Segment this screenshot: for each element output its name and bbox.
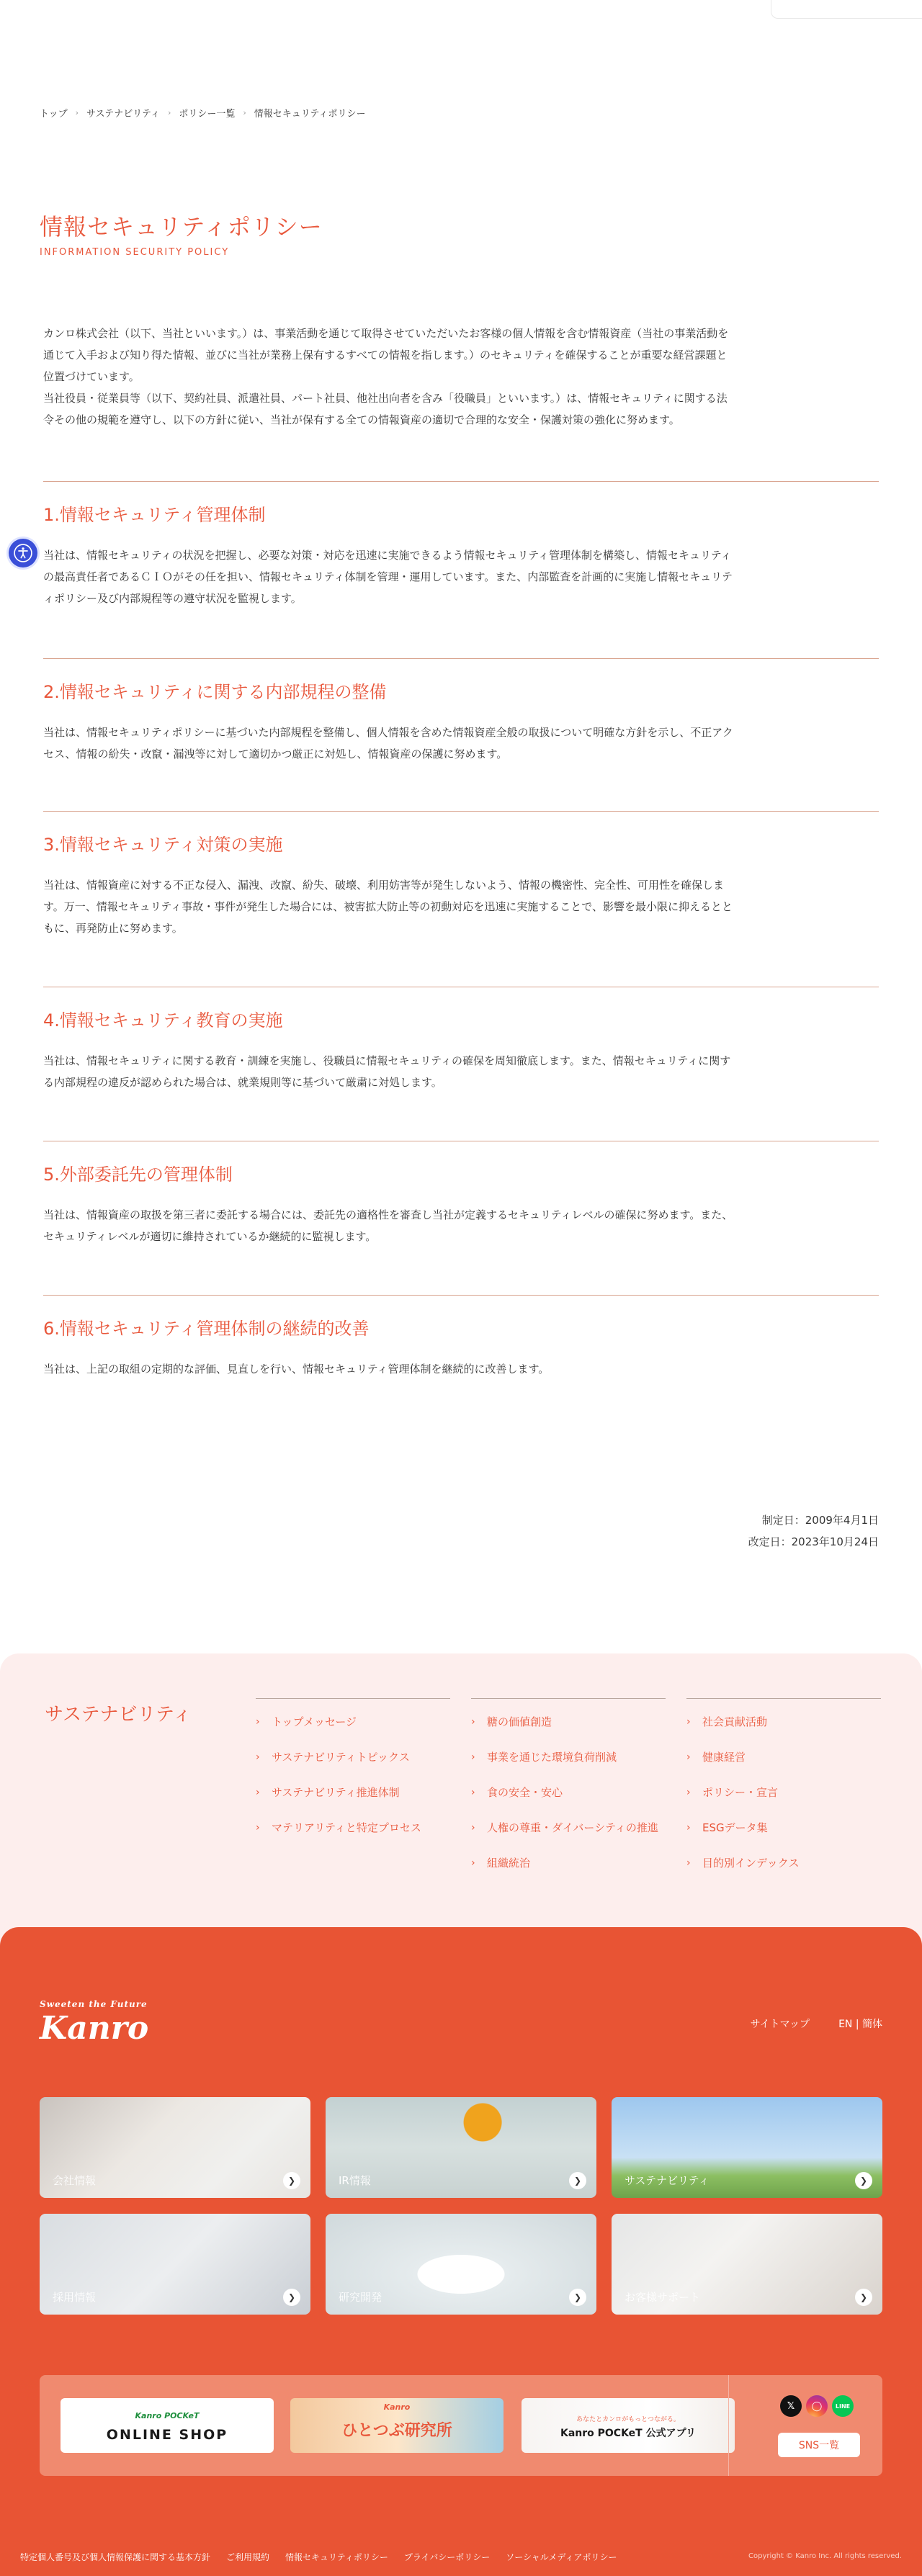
chevron-right-icon: ❯ — [569, 2172, 586, 2189]
nav-item-label: 事業を通じた環境負荷削減 — [487, 1751, 617, 1764]
chevron-right-icon: ❯ — [855, 2172, 872, 2189]
nav-item-label: トップメッセージ — [272, 1715, 357, 1728]
chevron-right-icon: › — [243, 108, 246, 117]
card-sustainability[interactable] — [612, 2097, 882, 2198]
banner-area — [40, 2375, 882, 2476]
section-divider — [43, 811, 879, 812]
chevron-right-icon: › — [471, 1716, 475, 1728]
section-body: 当社は、情報セキュリティの状況を把握し、必要な対策・対応を迅速に実施できるよう情報セキュリティ管理体制を構築し、情報セキュリティの最高責任者であるＣＩＯがその任を担い、情報セキュリティ体制を管理・運用しています。また、内部監査を計画的に実施し情報セキュリティポリシー及び内部規程等の遵守状況を監視します。 — [43, 549, 733, 605]
card-label: 研究開発 — [339, 2291, 382, 2304]
intro — [43, 323, 879, 431]
page-subtitle: INFORMATION SECURITY POLICY — [40, 247, 230, 258]
chevron-right-icon: ❯ — [283, 2289, 300, 2306]
card-ir[interactable] — [326, 2097, 596, 2198]
kanro-logo[interactable] — [40, 1999, 148, 2045]
chevron-right-icon: › — [256, 1751, 260, 1763]
section-5 — [43, 1141, 879, 1247]
section-title: 5.外部委託先の管理体制 — [43, 1164, 233, 1185]
footer-link-security-policy[interactable]: 情報セキュリティポリシー — [285, 2552, 388, 2562]
section-divider — [43, 658, 879, 659]
sustainability-nav-item[interactable] — [686, 1854, 881, 1872]
policy-content — [43, 323, 879, 1380]
sustainability-nav-item[interactable] — [471, 1749, 666, 1766]
nav-item-label: 糖の価値創造 — [487, 1715, 552, 1728]
chevron-right-icon: › — [686, 1787, 691, 1798]
chevron-right-icon: › — [471, 1787, 475, 1798]
footer-cards — [40, 2097, 882, 2315]
card-label: 採用情報 — [53, 2291, 97, 2304]
chevron-right-icon: › — [167, 108, 171, 117]
policy-dates — [748, 1509, 879, 1553]
chevron-right-icon: ❯ — [569, 2289, 586, 2306]
section-1 — [43, 481, 879, 609]
chevron-right-icon: ❯ — [855, 2289, 872, 2306]
section-body: 当社は、情報資産の取扱を第三者に委託する場合には、委託先の適格性を審査し当社が定義するセキュリティレベルの確保に努めます。また、セキュリティレベルが適切に維持されているか継続的に監視します。 — [43, 1208, 733, 1243]
sustainability-nav-column — [686, 1698, 881, 1890]
footer-utility-links — [751, 2016, 882, 2031]
sustainability-nav-item[interactable] — [686, 1749, 881, 1766]
nav-item-label: 健康経営 — [702, 1751, 746, 1764]
breadcrumb-sustainability[interactable]: サステナビリティ — [86, 109, 160, 120]
logo-word: Kanro — [40, 2010, 149, 2047]
logo-tagline: Sweeten the Future — [40, 1999, 148, 2009]
online-shop-banner[interactable] — [61, 2398, 274, 2453]
card-recruit[interactable] — [40, 2214, 310, 2315]
sustainability-nav-item[interactable] — [686, 1713, 881, 1731]
breadcrumb-current: 情報セキュリティポリシー — [254, 109, 366, 120]
footer-link-privacy-policy[interactable]: プライバシーポリシー — [403, 2552, 491, 2562]
sns-icons — [780, 2395, 854, 2417]
app-banner[interactable] — [522, 2398, 735, 2453]
chevron-right-icon: ❯ — [283, 2172, 300, 2189]
line-icon[interactable]: LINE — [832, 2395, 854, 2417]
sustainability-nav-item[interactable] — [256, 1713, 450, 1731]
sustainability-nav-item[interactable] — [471, 1819, 666, 1836]
site-footer — [0, 1927, 922, 2576]
footer-link-terms[interactable]: ご利用規約 — [226, 2552, 270, 2562]
section-title: 2.情報セキュリティに関する内部規程の整備 — [43, 682, 387, 702]
sustainability-nav-item[interactable] — [471, 1784, 666, 1801]
chevron-right-icon: › — [471, 1857, 475, 1869]
accessibility-icon — [14, 544, 32, 562]
x-icon[interactable]: 𝕏 — [780, 2395, 802, 2417]
online-shop-banner-sub: Kanro POCKeT — [135, 2411, 200, 2420]
app-banner-sub: あなたとカンロがもっとつながる。 — [576, 2416, 680, 2423]
intro-paragraph: カンロ株式会社（以下、当社といいます。）は、事業活動を通じて取得させていただいたお客様の個人情報を含む情報資産（当社の事業活動を通じて入手および知り得た情報、並びに当社が業務上保有するすべての情報を指します。）のセキュリティを確保することが重要な経営課題と位置づけています。 — [43, 327, 729, 383]
copyright: Copyright © Kanro Inc. All rights reserved. — [748, 2552, 902, 2560]
sustainability-nav-column — [256, 1698, 450, 1854]
sustainability-nav-item[interactable] — [256, 1784, 450, 1801]
instagram-icon[interactable]: ◯ — [806, 2395, 828, 2417]
card-label: 会社情報 — [53, 2174, 97, 2187]
nav-item-label: ポリシー・宣言 — [702, 1786, 779, 1799]
nav-item-label: ESGデータ集 — [702, 1821, 768, 1834]
chevron-right-icon: › — [471, 1822, 475, 1834]
chevron-right-icon: › — [471, 1751, 475, 1763]
card-company[interactable] — [40, 2097, 310, 2198]
hitotsubu-lab-banner[interactable] — [290, 2398, 503, 2453]
card-support[interactable] — [612, 2214, 882, 2315]
accessibility-button[interactable] — [9, 539, 37, 567]
chevron-right-icon: › — [686, 1857, 691, 1869]
nav-item-label: マテリアリティと特定プロセス — [272, 1821, 421, 1834]
hitotsubu-banner-sub: Kanro — [383, 2402, 411, 2412]
nav-item-label: サステナビリティ推進体制 — [272, 1786, 400, 1799]
nav-item-label: サステナビリティトピックス — [272, 1751, 410, 1764]
section-title: 4.情報セキュリティ教育の実施 — [43, 1010, 283, 1031]
nav-item-label: 食の安全・安心 — [487, 1786, 563, 1799]
chevron-right-icon: › — [686, 1716, 691, 1728]
sustainability-nav-column — [471, 1698, 666, 1890]
section-body: 当社は、情報セキュリティに関する教育・訓練を実施し、役職員に情報セキュリティの確保を周知徹底します。また、情報セキュリティに関する内部規程の違反が認められた場合は、就業規則等に基づいて厳粛に対処します。 — [43, 1054, 731, 1089]
section-title: 1.情報セキュリティ管理体制 — [43, 505, 266, 525]
sustainability-nav-item[interactable] — [256, 1819, 450, 1836]
breadcrumb — [40, 106, 365, 120]
chevron-right-icon: › — [686, 1822, 691, 1834]
page-title: 情報セキュリティポリシー — [40, 213, 323, 241]
section-2 — [43, 658, 879, 765]
footer-link-mynumber-policy[interactable]: 特定個人番号及び個人情報保護に関する基本方針 — [20, 2552, 211, 2562]
header-tab — [771, 0, 922, 19]
language-switch[interactable]: EN | 簡体 — [838, 2019, 882, 2030]
section-6 — [43, 1295, 879, 1380]
hitotsubu-banner-main: ひとつぶ研究所 — [341, 2422, 452, 2440]
sustainability-nav-item[interactable] — [471, 1713, 666, 1731]
section-body: 当社は、情報セキュリティポリシーに基づいた内部規程を整備し、個人情報を含めた情報資産全般の取扱について明確な方針を示し、不正アクセス、情報の紛失・改竄・漏洩等に対して適切かつ厳正に対処し、情報資産の保護に努めます。 — [43, 726, 733, 760]
card-research[interactable] — [326, 2214, 596, 2315]
chevron-right-icon: › — [75, 108, 79, 117]
section-4 — [43, 987, 879, 1093]
sustainability-nav-item[interactable] — [686, 1819, 881, 1836]
sustainability-nav-title[interactable]: サステナビリティ — [45, 1704, 192, 1725]
chevron-right-icon: › — [256, 1716, 260, 1728]
sns-list-button[interactable]: SNS一覧 — [778, 2433, 860, 2457]
footer-link-social-media-policy[interactable]: ソーシャルメディアポリシー — [506, 2552, 617, 2562]
section-title: 6.情報セキュリティ管理体制の継続的改善 — [43, 1319, 370, 1339]
chevron-right-icon: › — [256, 1787, 260, 1798]
breadcrumb-policy-list[interactable]: ポリシー一覧 — [179, 109, 236, 120]
section-3 — [43, 811, 879, 939]
established-date: 制定日：2009年4月1日 — [761, 1514, 879, 1527]
sitemap-link[interactable]: サイトマップ — [750, 2019, 810, 2030]
section-divider — [43, 1295, 879, 1296]
card-label: お客様サポート — [625, 2291, 701, 2304]
chevron-right-icon: › — [256, 1822, 260, 1834]
footer-bottom-links — [20, 2551, 632, 2563]
section-body: 当社は、上記の取組の定期的な評価、見直しを行い、情報セキュリティ管理体制を継続的に改善します。 — [43, 1363, 550, 1375]
app-banner-main: Kanro POCKeT 公式アプリ — [560, 2428, 697, 2439]
intro-paragraph: 当社役員・従業員等（以下、契約社員、派遣社員、パート社員、他社出向者を含み「役職員」といいます。）は、情報セキュリティに関する法令その他の規範を遵守し、以下の方針に従い、当社が保有する全ての情報資産の適切で合理的な安全・保護対策の強化に努めます。 — [43, 392, 728, 426]
card-label: IR情報 — [339, 2174, 371, 2187]
chevron-right-icon: › — [686, 1751, 691, 1763]
nav-item-label: 組織統治 — [487, 1857, 531, 1870]
revised-date: 改定日：2023年10月24日 — [748, 1535, 879, 1548]
breadcrumb-top[interactable]: トップ — [40, 109, 68, 120]
section-title: 3.情報セキュリティ対策の実施 — [43, 835, 283, 855]
section-divider — [43, 481, 879, 482]
sustainability-nav-item[interactable] — [471, 1854, 666, 1872]
nav-item-label: 人権の尊重・ダイバーシティの推進 — [487, 1821, 658, 1834]
card-label: サステナビリティ — [625, 2174, 710, 2187]
nav-item-label: 目的別インデックス — [702, 1857, 800, 1870]
online-shop-banner-main: ONLINE SHOP — [106, 2427, 228, 2443]
banner-divider — [728, 2375, 729, 2476]
section-body: 当社は、情報資産に対する不正な侵入、漏洩、改竄、紛失、破壊、利用妨害等が発生しないよう、情報の機密性、完全性、可用性を確保します。万一、情報セキュリティ事故・事件が発生した場合には、被害拡大防止等の初動対応を迅速に実施することで、影響を最小限に抑えるとともに、再発防止に努めます。 — [43, 879, 733, 935]
sustainability-nav-item[interactable] — [686, 1784, 881, 1801]
sustainability-nav-item[interactable] — [256, 1749, 450, 1766]
nav-item-label: 社会貢献活動 — [702, 1715, 768, 1728]
sustainability-nav — [0, 1653, 922, 1970]
